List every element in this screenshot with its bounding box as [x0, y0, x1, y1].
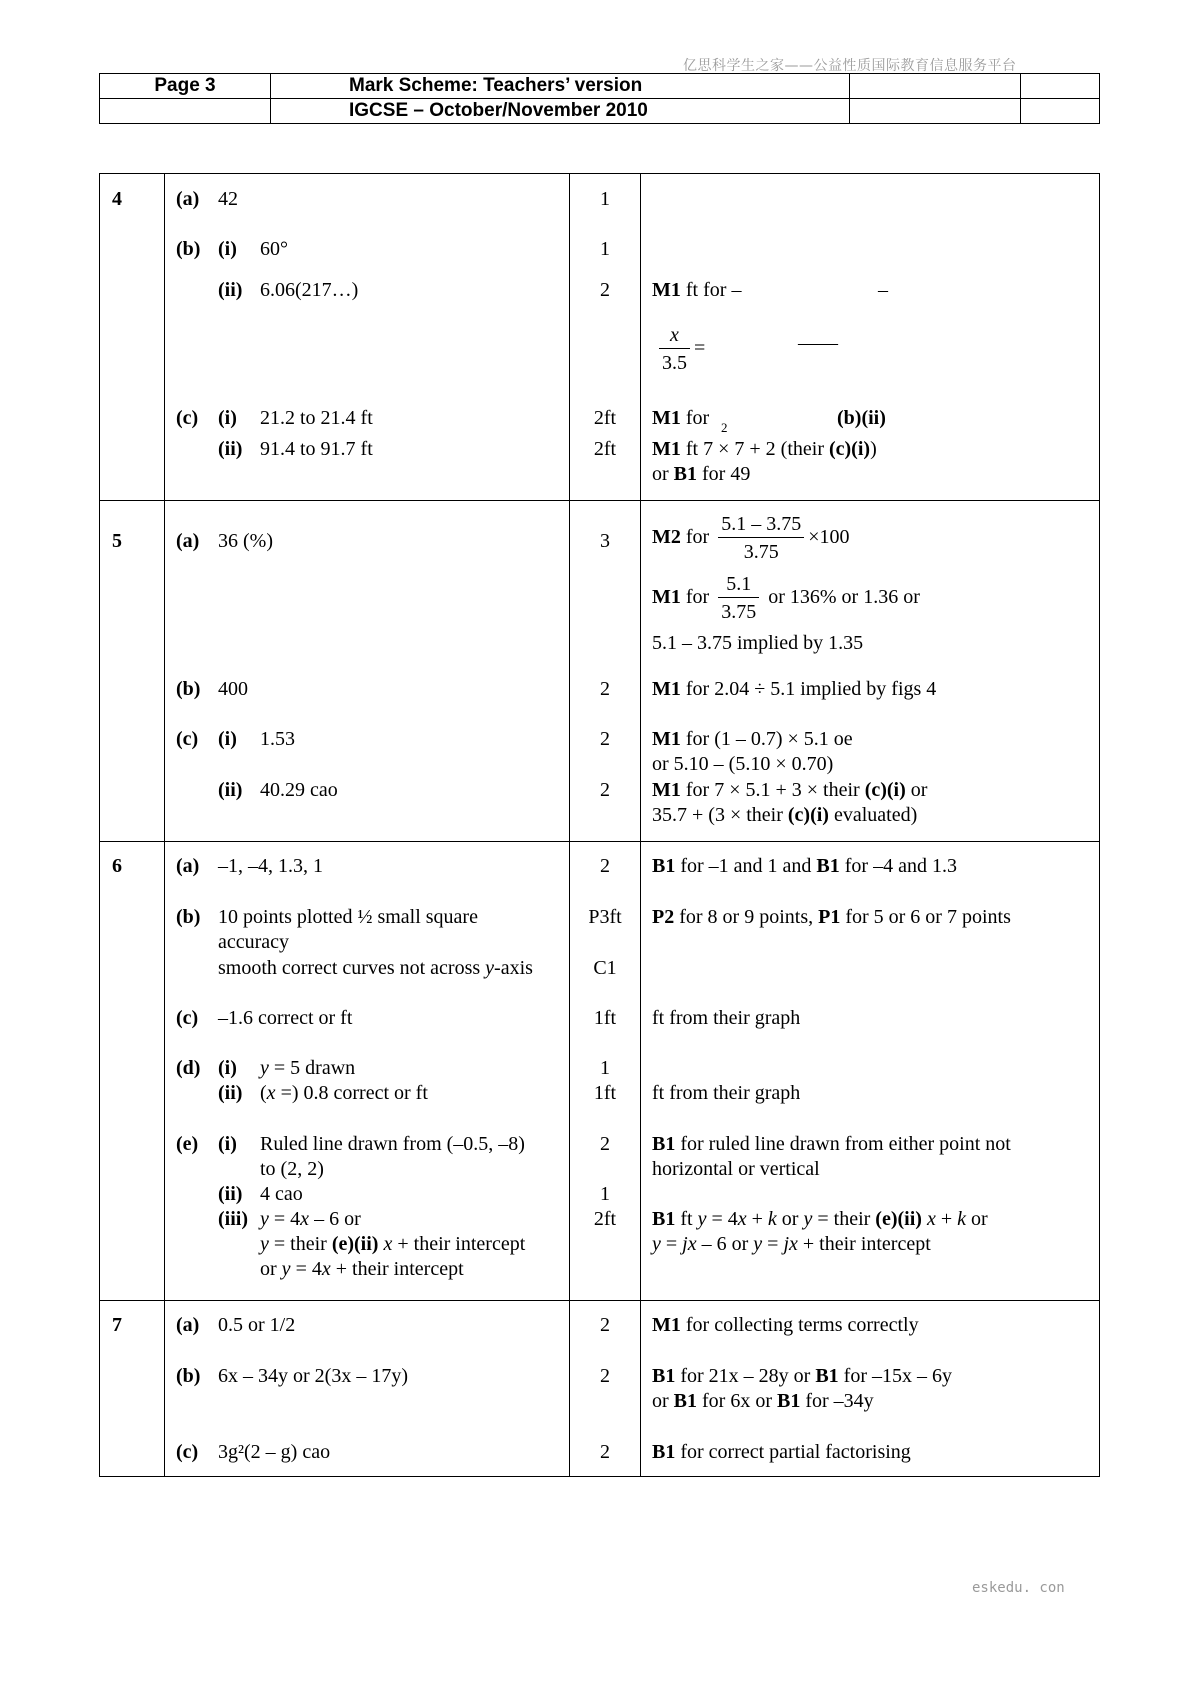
question-row-4	[100, 174, 1100, 501]
answer-cell: (a) 42 (b) (i) 60° (ii) 6.06(217…) (c) (i) 21.2 to 21.4 ft (ii) 91.4 to 91.7 ft	[165, 174, 570, 501]
header-blank-1	[850, 74, 1021, 99]
notes-cell: M1 for collecting terms correctly B1 for 21x – 28y or B1 for –15x – 6y or B1 for 6x or B1 for –34y B1 for correct partial factorising	[641, 1301, 1100, 1477]
header-table	[99, 73, 1100, 124]
document-title: Mark Scheme: Teachers’ version	[271, 74, 850, 99]
exam-session: IGCSE – October/November 2010	[271, 99, 850, 124]
watermark-top: 亿思科学生之家——公益性质国际教育信息服务平台	[683, 58, 1017, 74]
answer-cell: (a) –1, –4, 1.3, 1 (b) 10 points plotted ½ small square accuracy smooth correct curves not across y-axis (c) –1.6 correct or ft (d) (i) y = 5 drawn (ii) (x =) 0.8 correct or ft (e) (i) Ruled line drawn from (–0.5, –8) to (2, 2) (ii) 4 cao (iii) y = 4x – 6 or y = their (e)(ii) x + their intercept or y = 4x + their intercept	[165, 842, 570, 1301]
marks-cell: 3 2 2 2	[570, 501, 641, 842]
marks-cell: 1 1 2 2ft 2ft	[570, 174, 641, 501]
notes-cell: M2 for $\frac{5.1 - 3.75}{3.75}$ ×100 M1 for $\frac{5.1}{3.75}$ or 136% or 1.36 or 5.1 – 3.75 implied by 1.35 M1 for 2.04 ÷ 5.1 implied by figs 4 M1 for (1 – 0.7) × 5.1 oe or 5.10 – (5.10 × 0.70) M1 for 7 × 5.1 + 3 × their (c)(i) or 35.7 + (3 × their (c)(i) evaluated)	[641, 501, 1100, 842]
question-number: 4	[100, 174, 165, 501]
mark-scheme-table	[99, 173, 1100, 1477]
question-number: 7	[100, 1301, 165, 1477]
page-number: Page 3	[100, 74, 271, 99]
notes-cell: B1 for –1 and 1 and B1 for –4 and 1.3 P2 for 8 or 9 points, P1 for 5 or 6 or 7 points ft from their graph ft from their graph B1 for ruled line drawn from either point not horizontal or vertical B1 ft y = 4x + k or y = their (e)(ii) x + k or y = jx – 6 or y = jx + their intercept	[641, 842, 1100, 1301]
header-blank-3	[100, 99, 271, 124]
header-blank-5	[1021, 99, 1100, 124]
question-number: 6	[100, 842, 165, 1301]
question-row-6	[100, 842, 1100, 1301]
answer-cell: (a) 36 (%) (b) 400 (c) (i) 1.53 (ii) 40.29 cao	[165, 501, 570, 842]
question-row-7	[100, 1301, 1100, 1477]
question-number: 5	[100, 501, 165, 842]
header-blank-4	[850, 99, 1021, 124]
marks-cell: 2 2 2	[570, 1301, 641, 1477]
watermark-bottom: eskedu. con	[972, 1580, 1065, 1596]
marks-cell: 2 P3ft C1 1ft 1 1ft 2 1 2ft	[570, 842, 641, 1301]
answer-cell: (a) 0.5 or 1/2 (b) 6x – 34y or 2(3x – 17y) (c) 3g²(2 – g) cao	[165, 1301, 570, 1477]
question-row-5	[100, 501, 1100, 842]
header-blank-2	[1021, 74, 1100, 99]
notes-cell: M1 ft for – – $\frac{x}{3.5}$ = —— M1 for 2 (b)(ii) M1 ft 7 × 7 + 2 (their (c)(i)) or B1 for 49	[641, 174, 1100, 501]
